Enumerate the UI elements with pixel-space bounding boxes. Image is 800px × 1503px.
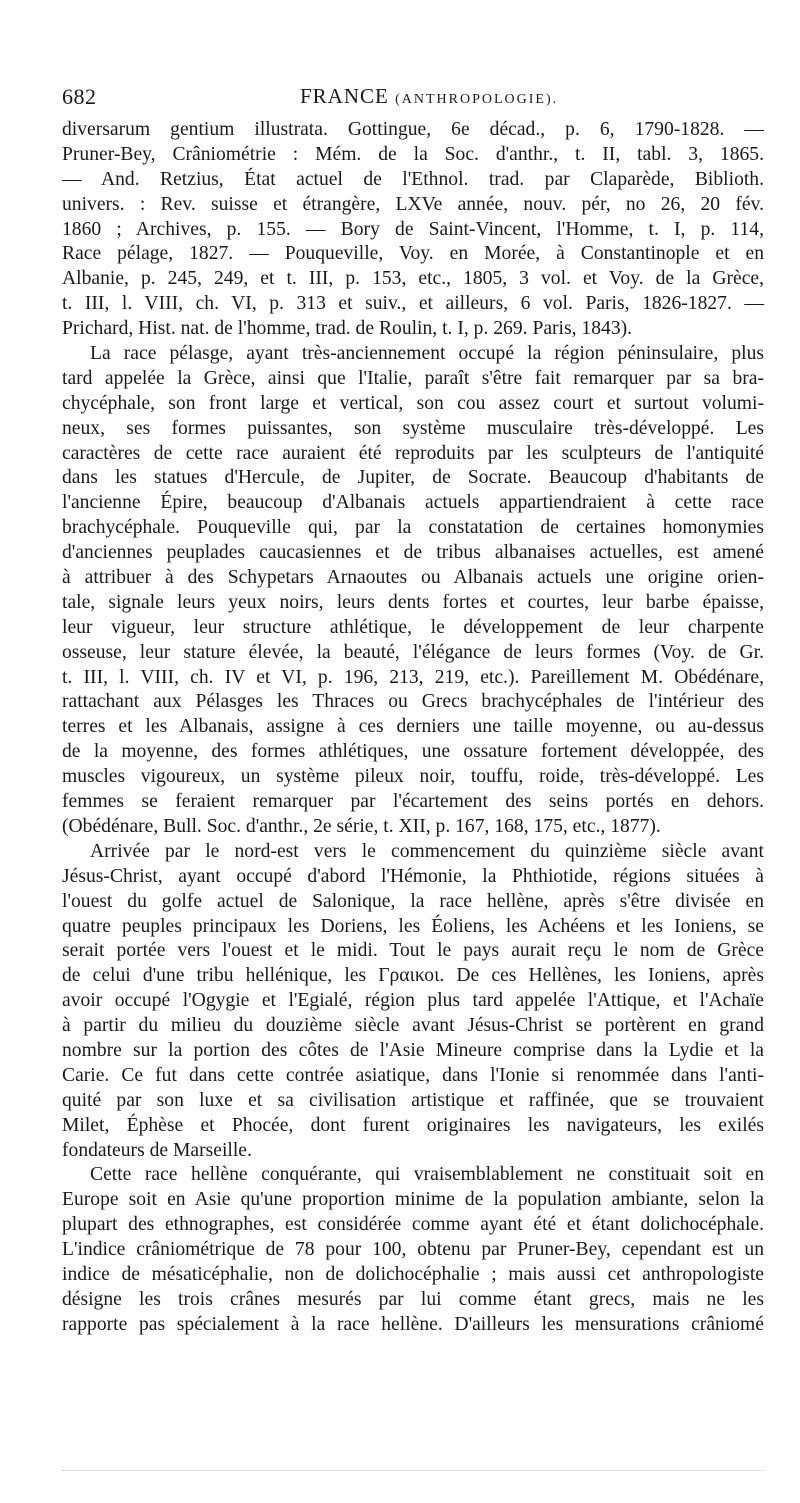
text-line: quatre peuples principaux les Doriens, les Éoliens, les Achéens et les Ioniens, se — [62, 915, 764, 937]
text-line: (Obédénare, Bull. Soc. d'anthr., 2e série, t. XII, p. 167, 168, 175, etc., 1877). — [62, 815, 661, 837]
text-line: indice de mésaticéphalie, non de dolichocéphalie ; mais aussi cet anthropologiste — [62, 1263, 764, 1285]
text-line: osseuse, leur stature élevée, la beauté, l'élégance de leurs formes (Voy. de Gr. — [62, 641, 764, 663]
text-line: terres et les Albanais, assigne à ces derniers une taille moyenne, ou au-dessus — [62, 716, 764, 738]
text-line: Cette race hellène conquérante, qui vraisemblablement ne constituait soit en — [90, 1164, 764, 1186]
text-line: t. III, l. VIII, ch. VI, p. 313 et suiv., et ailleurs, 6 vol. Paris, 1826-1827. — — [62, 293, 764, 315]
running-title-main: FRANCE — [300, 84, 389, 108]
running-title-subtitle: (ANTHROPOLOGIE). — [395, 92, 559, 107]
text-line: femmes se feraient remarquer par l'écartement des seins portés en dehors. — [62, 791, 764, 813]
text-line: L'indice crâniométrique de 78 pour 100, obtenu par Pruner-Bey, cependant est un — [62, 1239, 764, 1261]
text-line: rattachant aux Pélasges les Thraces ou Grecs brachycéphales de l'intérieur des — [62, 691, 764, 713]
text-line: rapporte pas spécialement à la race hellène. D'ailleurs les mensurations crâniomé — [62, 1313, 764, 1335]
text-line: Milet, Éphèse et Phocée, dont furent originaires les navigateurs, les exilés — [62, 1114, 764, 1136]
text-line: tard appelée la Grèce, ainsi que l'Italie, paraît s'être fait remarquer par sa bra- — [62, 367, 764, 389]
text-line: neux, ses formes puissantes, son système musculaire très-développé. Les — [62, 417, 764, 439]
text-line: Jésus-Christ, ayant occupé d'abord l'Hémonie, la Phthiotide, régions situées à — [62, 865, 764, 887]
text-line: La race pélasge, ayant très-anciennement occupé la région péninsulaire, plus — [90, 343, 764, 365]
text-line: Europe soit en Asie qu'une proportion minime de la population ambiante, selon la — [62, 1189, 764, 1211]
text-line: diversarum gentium illustrata. Gottingue, 6e décad., p. 6, 1790-1828. — — [62, 119, 764, 140]
body-text — [62, 118, 764, 1338]
text-line: caractères de cette race auraient été reproduits par les sculpteurs de l'antiquité — [62, 442, 764, 464]
text-line: d'anciennes peuplades caucasiennes et de tribus albanaises actuelles, est amené — [62, 542, 764, 564]
text-line: Carie. Ce fut dans cette contrée asiatique, dans l'Ionie si renommée dans l'anti- — [62, 1064, 764, 1086]
text-line: nombre sur la portion des côtes de l'Asie Mineure comprise dans la Lydie et la — [62, 1039, 764, 1061]
text-line: avoir occupé l'Ogygie et l'Egialé, région plus tard appelée l'Attique, et l'Achaïe — [62, 990, 764, 1012]
text-line: tale, signale leurs yeux noirs, leurs dents fortes et courtes, leur barbe épaisse, — [62, 591, 764, 613]
text-line: à partir du milieu du douzième siècle avant Jésus-Christ se portèrent en grand — [62, 1015, 764, 1037]
running-title — [300, 84, 558, 109]
text-line: fondateurs de Marseille. — [62, 1139, 252, 1161]
text-line: Pruner-Bey, Crâniométrie : Mém. de la Soc. d'anthr., t. II, tabl. 3, 1865. — [62, 143, 764, 165]
text-line: leur vigueur, leur structure athlétique, le développement de leur charpente — [62, 616, 764, 638]
page-number: 682 — [62, 84, 97, 109]
text-line: — And. Retzius, État actuel de l'Ethnol. trad. par Claparède, Biblioth. — [62, 168, 764, 190]
text-line: serait portée vers l'ouest et le midi. Tout le pays aurait reçu le nom de Grèce — [62, 940, 764, 962]
text-line: à attribuer à des Schypetars Arnaoutes ou Albanais actuels une origine orien- — [62, 567, 764, 589]
text-line: Arrivée par le nord-est vers le commencement du quinzième siècle avant — [90, 840, 764, 862]
text-line: brachycéphale. Pouqueville qui, par la constatation de certaines homonymies — [62, 517, 764, 539]
page-header — [62, 84, 764, 114]
text-line: muscles vigoureux, un système pileux noir, touffu, roide, très-développé. Les — [62, 766, 764, 788]
footer-rule — [62, 1470, 764, 1471]
text-line: dans les statues d'Hercule, de Jupiter, de Socrate. Beaucoup d'habitants de — [62, 467, 764, 489]
text-line: de la moyenne, des formes athlétiques, une ossature fortement développée, des — [62, 741, 764, 763]
text-line: plupart des ethnographes, est considérée comme ayant été et étant dolichocéphale. — [62, 1214, 764, 1236]
text-line: de celui d'une tribu hellénique, les Γραικοι. De ces Hellènes, les Ioniens, après — [62, 965, 764, 987]
text-line: Albanie, p. 245, 249, et t. III, p. 153, etc., 1805, 3 vol. et Voy. de la Grèce, — [62, 268, 764, 290]
text-line: chycéphale, son front large et vertical, son cou assez court et surtout volumi- — [62, 392, 764, 414]
text-line: t. III, l. VIII, ch. IV et VI, p. 196, 213, 219, etc.). Pareillement M. Obédénare, — [62, 666, 764, 688]
text-line: Prichard, Hist. nat. de l'homme, trad. de Roulin, t. I, p. 269. Paris, 1843). — [62, 318, 633, 340]
text-line: quité par son luxe et sa civilisation artistique et raffinée, que se trouvaient — [62, 1089, 764, 1111]
text-line: Race pélage, 1827. — Pouqueville, Voy. en Morée, à Constantinople et en — [62, 243, 764, 265]
text-line: l'ouest du golfe actuel de Salonique, la race hellène, après s'être divisée en — [62, 890, 764, 912]
text-line: 1860 ; Archives, p. 155. — Bory de Saint-Vincent, l'Homme, t. I, p. 114, — [62, 218, 764, 240]
text-line: univers. : Rev. suisse et étrangère, LXVe année, nouv. pér, no 26, 20 fév. — [62, 193, 764, 215]
text-line: désigne les trois crânes mesurés par lui comme étant grecs, mais ne les — [62, 1288, 764, 1310]
text-line: l'ancienne Épire, beaucoup d'Albanais actuels appartiendraient à cette race — [62, 492, 764, 514]
